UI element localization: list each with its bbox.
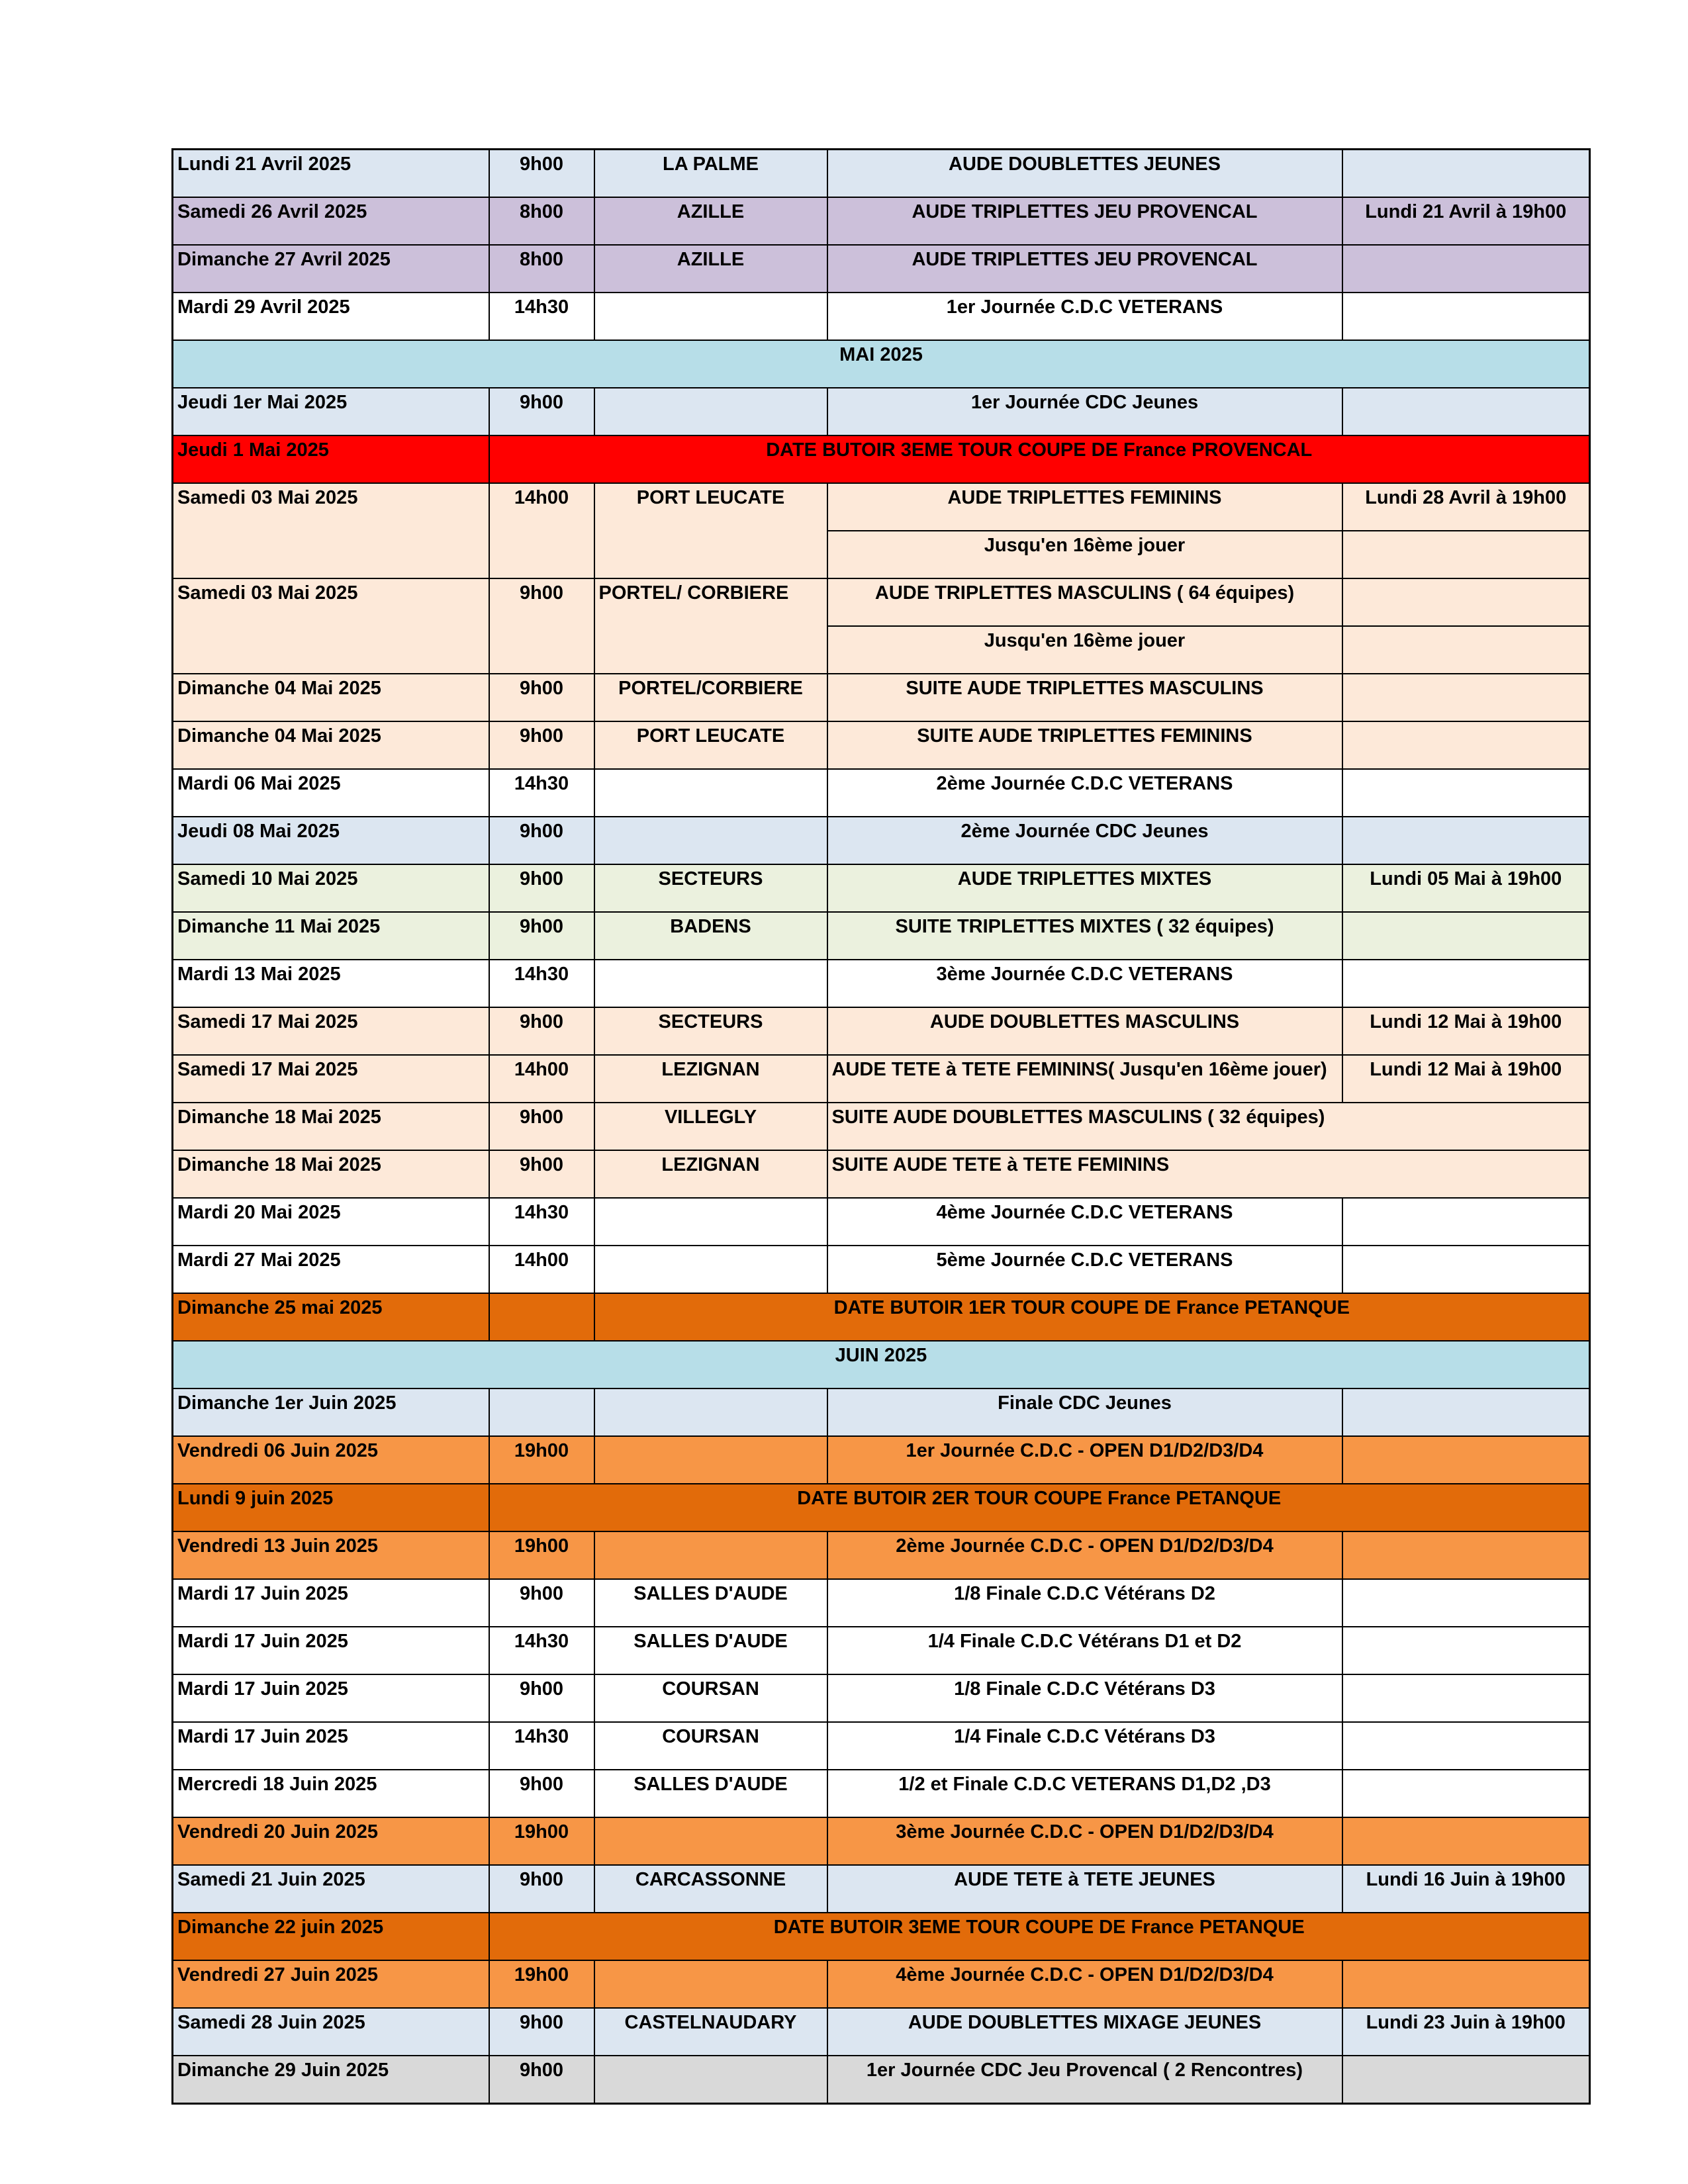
time-cell: 14h00 xyxy=(489,483,594,578)
schedule-row xyxy=(173,1817,1590,1865)
time-cell: 9h00 xyxy=(489,1579,594,1627)
schedule-row xyxy=(173,721,1590,769)
date-cell: Dimanche 25 mai 2025 xyxy=(173,1293,489,1341)
registration-cell xyxy=(1342,1770,1590,1817)
time-cell: 8h00 xyxy=(489,245,594,293)
schedule-row xyxy=(173,1055,1590,1103)
schedule-row xyxy=(173,293,1590,340)
date-cell: Vendredi 20 Juin 2025 xyxy=(173,1817,489,1865)
schedule-row xyxy=(173,1198,1590,1246)
schedule-row xyxy=(173,150,1590,198)
place-cell: LA PALME xyxy=(594,150,827,198)
schedule-row xyxy=(173,1627,1590,1674)
registration-cell: Lundi 05 Mai à 19h00 xyxy=(1342,864,1590,912)
place-cell: COURSAN xyxy=(594,1722,827,1770)
registration-cell: Lundi 16 Juin à 19h00 xyxy=(1342,1865,1590,1913)
date-cell: Dimanche 18 Mai 2025 xyxy=(173,1150,489,1198)
time-cell: 14h30 xyxy=(489,769,594,817)
date-cell: Vendredi 27 Juin 2025 xyxy=(173,1960,489,2008)
place-cell: PORT LEUCATE xyxy=(594,721,827,769)
place-cell xyxy=(594,2056,827,2104)
event-cell: AUDE TRIPLETTES JEU PROVENCAL xyxy=(827,197,1342,245)
registration-cell xyxy=(1342,531,1590,578)
registration-cell: Lundi 12 Mai à 19h00 xyxy=(1342,1055,1590,1103)
time-cell: 14h30 xyxy=(489,1198,594,1246)
registration-cell xyxy=(1342,1388,1590,1436)
event-cell: 1/8 Finale C.D.C Vétérans D2 xyxy=(827,1579,1342,1627)
place-cell: AZILLE xyxy=(594,197,827,245)
date-cell: Dimanche 04 Mai 2025 xyxy=(173,721,489,769)
place-cell: LEZIGNAN xyxy=(594,1055,827,1103)
place-cell: BADENS xyxy=(594,912,827,960)
schedule-row xyxy=(173,864,1590,912)
schedule-row xyxy=(173,1531,1590,1579)
registration-cell xyxy=(1342,2056,1590,2104)
event-cell: AUDE DOUBLETTES MASCULINS xyxy=(827,1007,1342,1055)
event-cell: AUDE TETE à TETE JEUNES xyxy=(827,1865,1342,1913)
place-cell xyxy=(594,1388,827,1436)
place-cell: CASTELNAUDARY xyxy=(594,2008,827,2056)
registration-cell xyxy=(1342,769,1590,817)
time-cell: 19h00 xyxy=(489,1960,594,2008)
schedule-row xyxy=(173,1770,1590,1817)
place-cell xyxy=(594,960,827,1007)
date-cell: Samedi 21 Juin 2025 xyxy=(173,1865,489,1913)
date-cell: Dimanche 1er Juin 2025 xyxy=(173,1388,489,1436)
date-cell: Dimanche 11 Mai 2025 xyxy=(173,912,489,960)
time-cell: 9h00 xyxy=(489,721,594,769)
registration-cell xyxy=(1342,150,1590,198)
time-cell: 9h00 xyxy=(489,817,594,864)
schedule-row xyxy=(173,2008,1590,2056)
registration-cell xyxy=(1342,817,1590,864)
event-cell: 3ème Journée C.D.C - OPEN D1/D2/D3/D4 xyxy=(827,1817,1342,1865)
schedule-row xyxy=(173,578,1590,626)
event-cell: SUITE AUDE DOUBLETTES MASCULINS ( 32 équipes) xyxy=(827,1103,1590,1150)
registration-cell xyxy=(1342,960,1590,1007)
schedule-row xyxy=(173,1913,1590,1960)
event-cell: 1/2 et Finale C.D.C VETERANS D1,D2 ,D3 xyxy=(827,1770,1342,1817)
event-cell: AUDE DOUBLETTES MIXAGE JEUNES xyxy=(827,2008,1342,2056)
registration-cell xyxy=(1342,245,1590,293)
date-cell: Mardi 17 Juin 2025 xyxy=(173,1722,489,1770)
deadline-cell: DATE BUTOIR 3EME TOUR COUPE DE France PROVENCAL xyxy=(489,435,1590,483)
month-header: MAI 2025 xyxy=(173,340,1590,388)
date-cell: Dimanche 29 Juin 2025 xyxy=(173,2056,489,2104)
time-cell: 8h00 xyxy=(489,197,594,245)
date-cell: Samedi 17 Mai 2025 xyxy=(173,1007,489,1055)
time-cell xyxy=(489,1388,594,1436)
event-cell: 2ème Journée CDC Jeunes xyxy=(827,817,1342,864)
date-cell: Dimanche 27 Avril 2025 xyxy=(173,245,489,293)
date-cell: Lundi 21 Avril 2025 xyxy=(173,150,489,198)
event-cell: 1/8 Finale C.D.C Vétérans D3 xyxy=(827,1674,1342,1722)
deadline-cell: DATE BUTOIR 1ER TOUR COUPE DE France PETANQUE xyxy=(594,1293,1590,1341)
registration-cell xyxy=(1342,1722,1590,1770)
time-cell: 9h00 xyxy=(489,1103,594,1150)
place-cell xyxy=(594,1436,827,1484)
registration-cell xyxy=(1342,912,1590,960)
event-cell: Finale CDC Jeunes xyxy=(827,1388,1342,1436)
place-cell xyxy=(594,1198,827,1246)
place-cell xyxy=(594,769,827,817)
date-cell: Mardi 29 Avril 2025 xyxy=(173,293,489,340)
place-cell: LEZIGNAN xyxy=(594,1150,827,1198)
time-cell: 14h30 xyxy=(489,1722,594,1770)
schedule-row xyxy=(173,1293,1590,1341)
event-cell: AUDE TRIPLETTES FEMININS xyxy=(827,483,1342,531)
place-cell xyxy=(594,388,827,435)
date-cell: Mercredi 18 Juin 2025 xyxy=(173,1770,489,1817)
place-cell xyxy=(594,1246,827,1293)
date-cell: Mardi 13 Mai 2025 xyxy=(173,960,489,1007)
event-cell: AUDE TETE à TETE FEMININS( Jusqu'en 16ème jouer) xyxy=(827,1055,1342,1103)
schedule-row xyxy=(173,435,1590,483)
registration-cell xyxy=(1342,626,1590,674)
date-cell: Vendredi 06 Juin 2025 xyxy=(173,1436,489,1484)
date-cell: Mardi 20 Mai 2025 xyxy=(173,1198,489,1246)
date-cell: Samedi 03 Mai 2025 xyxy=(173,578,489,674)
registration-cell: Lundi 28 Avril à 19h00 xyxy=(1342,483,1590,531)
event-cell: AUDE DOUBLETTES JEUNES xyxy=(827,150,1342,198)
event-cell: 1er Journée C.D.C - OPEN D1/D2/D3/D4 xyxy=(827,1436,1342,1484)
date-cell: Vendredi 13 Juin 2025 xyxy=(173,1531,489,1579)
place-cell: SALLES D'AUDE xyxy=(594,1579,827,1627)
registration-cell xyxy=(1342,1674,1590,1722)
time-cell: 9h00 xyxy=(489,912,594,960)
date-cell: Dimanche 04 Mai 2025 xyxy=(173,674,489,721)
place-cell xyxy=(594,293,827,340)
event-cell: SUITE AUDE TRIPLETTES MASCULINS xyxy=(827,674,1342,721)
schedule-row xyxy=(173,1674,1590,1722)
time-cell: 19h00 xyxy=(489,1436,594,1484)
time-cell: 9h00 xyxy=(489,578,594,674)
date-cell: Jeudi 1er Mai 2025 xyxy=(173,388,489,435)
place-cell: AZILLE xyxy=(594,245,827,293)
schedule-row xyxy=(173,1436,1590,1484)
place-cell xyxy=(594,1817,827,1865)
schedule-row xyxy=(173,1007,1590,1055)
schedule-body xyxy=(173,150,1590,2104)
event-cell: 4ème Journée C.D.C - OPEN D1/D2/D3/D4 xyxy=(827,1960,1342,2008)
time-cell: 14h30 xyxy=(489,1627,594,1674)
date-cell: Mardi 27 Mai 2025 xyxy=(173,1246,489,1293)
event-cell: SUITE AUDE TETE à TETE FEMININS xyxy=(827,1150,1590,1198)
time-cell: 9h00 xyxy=(489,388,594,435)
date-cell: Samedi 26 Avril 2025 xyxy=(173,197,489,245)
time-cell: 9h00 xyxy=(489,674,594,721)
place-cell: SALLES D'AUDE xyxy=(594,1627,827,1674)
place-cell: COURSAN xyxy=(594,1674,827,1722)
registration-cell xyxy=(1342,1198,1590,1246)
time-cell: 14h30 xyxy=(489,960,594,1007)
registration-cell xyxy=(1342,578,1590,626)
registration-cell xyxy=(1342,1579,1590,1627)
registration-cell: Lundi 12 Mai à 19h00 xyxy=(1342,1007,1590,1055)
date-cell: Samedi 28 Juin 2025 xyxy=(173,2008,489,2056)
place-cell: SALLES D'AUDE xyxy=(594,1770,827,1817)
registration-cell xyxy=(1342,674,1590,721)
schedule-row xyxy=(173,1484,1590,1531)
schedule-row xyxy=(173,388,1590,435)
date-cell: Mardi 06 Mai 2025 xyxy=(173,769,489,817)
time-cell: 9h00 xyxy=(489,1674,594,1722)
schedule-table xyxy=(171,148,1591,2105)
event-cell: SUITE TRIPLETTES MIXTES ( 32 équipes) xyxy=(827,912,1342,960)
schedule-row xyxy=(173,769,1590,817)
deadline-cell: DATE BUTOIR 2ER TOUR COUPE France PETANQUE xyxy=(489,1484,1590,1531)
time-cell: 19h00 xyxy=(489,1817,594,1865)
date-cell: Dimanche 22 juin 2025 xyxy=(173,1913,489,1960)
date-cell: Mardi 17 Juin 2025 xyxy=(173,1579,489,1627)
event-cell: 1er Journée CDC Jeunes xyxy=(827,388,1342,435)
place-cell xyxy=(594,1960,827,2008)
registration-cell xyxy=(1342,1436,1590,1484)
schedule-row xyxy=(173,1960,1590,2008)
event-cell: 1er Journée C.D.C VETERANS xyxy=(827,293,1342,340)
registration-cell xyxy=(1342,1627,1590,1674)
schedule-row xyxy=(173,1865,1590,1913)
registration-cell xyxy=(1342,293,1590,340)
time-cell: 9h00 xyxy=(489,2008,594,2056)
event-cell: 4ème Journée C.D.C VETERANS xyxy=(827,1198,1342,1246)
place-cell xyxy=(594,1531,827,1579)
date-cell: Samedi 10 Mai 2025 xyxy=(173,864,489,912)
place-cell: PORTEL/ CORBIERE xyxy=(594,578,827,674)
time-cell: 14h00 xyxy=(489,1246,594,1293)
schedule-row xyxy=(173,817,1590,864)
event-cell: AUDE TRIPLETTES JEU PROVENCAL xyxy=(827,245,1342,293)
time-cell: 9h00 xyxy=(489,864,594,912)
time-cell: 14h30 xyxy=(489,293,594,340)
time-cell: 19h00 xyxy=(489,1531,594,1579)
event-cell: 2ème Journée C.D.C VETERANS xyxy=(827,769,1342,817)
date-cell: Dimanche 18 Mai 2025 xyxy=(173,1103,489,1150)
event-note-cell: Jusqu'en 16ème jouer xyxy=(827,531,1342,578)
deadline-cell: DATE BUTOIR 3EME TOUR COUPE DE France PETANQUE xyxy=(489,1913,1590,1960)
time-cell xyxy=(489,1293,594,1341)
registration-cell xyxy=(1342,1246,1590,1293)
registration-cell xyxy=(1342,388,1590,435)
event-cell: 1/4 Finale C.D.C Vétérans D3 xyxy=(827,1722,1342,1770)
schedule-row xyxy=(173,1103,1590,1150)
time-cell: 9h00 xyxy=(489,2056,594,2104)
event-cell: SUITE AUDE TRIPLETTES FEMININS xyxy=(827,721,1342,769)
event-cell: AUDE TRIPLETTES MIXTES xyxy=(827,864,1342,912)
schedule-row xyxy=(173,1150,1590,1198)
schedule-row xyxy=(173,197,1590,245)
event-cell: 2ème Journée C.D.C - OPEN D1/D2/D3/D4 xyxy=(827,1531,1342,1579)
date-cell: Jeudi 1 Mai 2025 xyxy=(173,435,489,483)
date-cell: Samedi 17 Mai 2025 xyxy=(173,1055,489,1103)
event-cell: 1/4 Finale C.D.C Vétérans D1 et D2 xyxy=(827,1627,1342,1674)
time-cell: 9h00 xyxy=(489,1150,594,1198)
event-cell: 5ème Journée C.D.C VETERANS xyxy=(827,1246,1342,1293)
schedule-row xyxy=(173,1246,1590,1293)
date-cell: Mardi 17 Juin 2025 xyxy=(173,1674,489,1722)
date-cell: Lundi 9 juin 2025 xyxy=(173,1484,489,1531)
schedule-row xyxy=(173,1579,1590,1627)
registration-cell xyxy=(1342,1960,1590,2008)
registration-cell: Lundi 21 Avril à 19h00 xyxy=(1342,197,1590,245)
place-cell: SECTEURS xyxy=(594,1007,827,1055)
place-cell: CARCASSONNE xyxy=(594,1865,827,1913)
time-cell: 9h00 xyxy=(489,1770,594,1817)
date-cell: Samedi 03 Mai 2025 xyxy=(173,483,489,578)
month-header: JUIN 2025 xyxy=(173,1341,1590,1388)
time-cell: 9h00 xyxy=(489,1007,594,1055)
schedule-row xyxy=(173,960,1590,1007)
schedule-row xyxy=(173,340,1590,388)
place-cell xyxy=(594,817,827,864)
event-cell: AUDE TRIPLETTES MASCULINS ( 64 équipes) xyxy=(827,578,1342,626)
schedule-row xyxy=(173,1722,1590,1770)
registration-cell xyxy=(1342,1817,1590,1865)
schedule-row xyxy=(173,483,1590,531)
schedule-row xyxy=(173,2056,1590,2104)
schedule-row xyxy=(173,1388,1590,1436)
registration-cell: Lundi 23 Juin à 19h00 xyxy=(1342,2008,1590,2056)
time-cell: 9h00 xyxy=(489,1865,594,1913)
time-cell: 9h00 xyxy=(489,150,594,198)
date-cell: Jeudi 08 Mai 2025 xyxy=(173,817,489,864)
registration-cell xyxy=(1342,721,1590,769)
schedule-row xyxy=(173,245,1590,293)
registration-cell xyxy=(1342,1531,1590,1579)
event-cell: 1er Journée CDC Jeu Provencal ( 2 Rencontres) xyxy=(827,2056,1342,2104)
schedule-row xyxy=(173,1341,1590,1388)
place-cell: PORT LEUCATE xyxy=(594,483,827,578)
time-cell: 14h00 xyxy=(489,1055,594,1103)
event-note-cell: Jusqu'en 16ème jouer xyxy=(827,626,1342,674)
place-cell: PORTEL/CORBIERE xyxy=(594,674,827,721)
place-cell: SECTEURS xyxy=(594,864,827,912)
schedule-row xyxy=(173,912,1590,960)
date-cell: Mardi 17 Juin 2025 xyxy=(173,1627,489,1674)
place-cell: VILLEGLY xyxy=(594,1103,827,1150)
event-cell: 3ème Journée C.D.C VETERANS xyxy=(827,960,1342,1007)
schedule-row xyxy=(173,674,1590,721)
